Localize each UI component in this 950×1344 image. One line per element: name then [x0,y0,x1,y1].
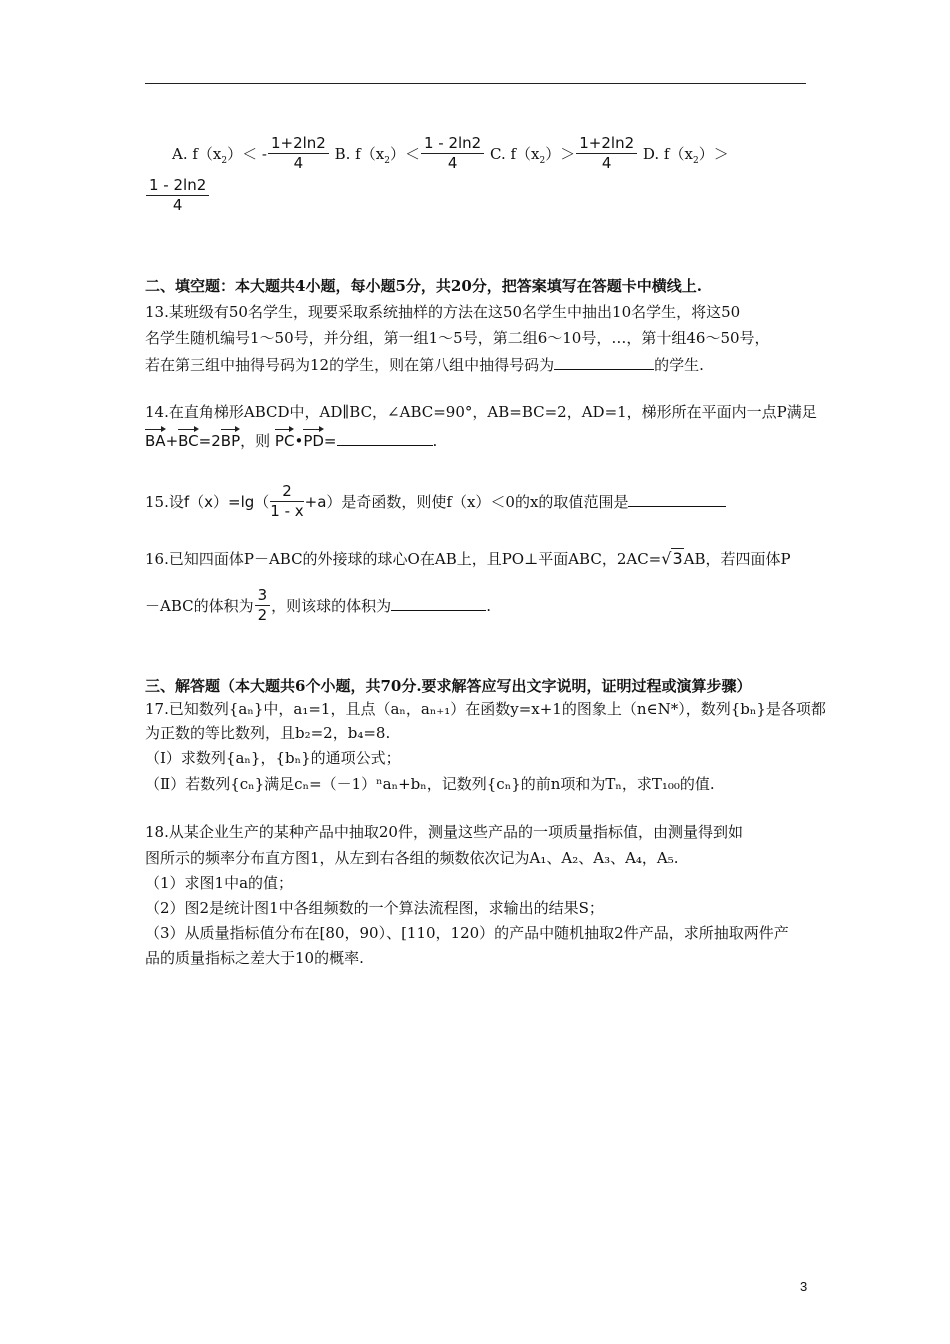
answer-blank[interactable] [554,354,654,370]
q17-line-3: （Ⅰ）求数列{aₙ}，{bₙ}的通项公式； [145,749,401,767]
q14-line-1: 14.在直角梯形ABCD中，AD∥BC，∠ABC=90°，AB=BC=2，AD=1，梯形所在平面内一点P满足 [145,403,817,421]
answer-blank[interactable] [628,491,726,507]
q13-line-3: 若在第三组中抽得号码为12的学生，则在第八组中抽得号码为 的学生. [145,356,704,374]
options-line-2 [145,178,210,216]
q14-line-2: BA+BC=2BP，则 PC•PD= . [145,432,438,450]
option-d: D. $f(x_2)>$ [642,145,729,166]
header-rule [145,83,806,84]
fraction: $\frac{1+2\ln 2}{4}$ [268,134,329,172]
vector-bp: BP [220,432,241,450]
q16-line-1: 16.已知四面体P－ABC的外接球的球心O在AB上，且PO⊥平面ABC，2AC=√3AB，若四面体P [145,549,791,568]
option-b: B. $f(x_2)<$ $\frac{1 - 2\ln 2}{4}$ [335,145,486,163]
option-a: A. $f(x_2)<$ - $\frac{1+2\ln 2}{4}$ [172,145,330,163]
q18-line-4: （2）图2是统计图1中各组频数的一个算法流程图，求输出的结果S； [145,899,604,917]
q18-line-6: 品的质量指标之差大于10的概率. [145,949,364,967]
option-c: C. $f(x_2)>$ $\frac{1+2\ln 2}{4}$ [490,145,638,163]
vector-pd: PD [303,432,324,450]
fraction: $\frac{3}{2}$ [255,586,271,624]
page-number: 3 [800,1279,808,1294]
q15-line: 15.设f（x）=lg（ $\frac{2}{1 - x}$ +a）是奇函数，则使f（x）＜0的x的取值范围是 [145,484,726,522]
vector-pc: PC [274,432,295,450]
vector-bc: BC [178,432,199,450]
q17-line-2: 为正数的等比数列，且b₂=2，b₄=8. [145,724,391,742]
q18-line-3: （1）求图1中a的值； [145,874,294,892]
sqrt-symbol: √3 [661,549,683,568]
answer-blank[interactable] [337,430,433,446]
fraction: $\frac{1 - 2\ln 2}{4}$ [421,134,484,172]
q18-line-1: 18.从某企业生产的某种产品中抽取20件，测量这些产品的一项质量指标值，由测量得到如 [145,823,743,841]
q13-line-1: 13.某班级有50名学生，现要采取系统抽样的方法在这50名学生中抽出10名学生，将这50 [145,303,741,321]
q17-line-4: （Ⅱ）若数列{cₙ}满足cₙ=（－1）ⁿaₙ+bₙ，记数列{cₙ}的前n项和为Tₙ，求T₁₀₀的值. [145,775,715,793]
answer-blank[interactable] [391,595,486,611]
q18-line-5: （3）从质量指标值分布在[80，90）、[110，120）的产品中随机抽取2件产品，求所抽取两件产 [145,924,789,942]
fraction: $\frac{2}{1 - x}$ [270,482,304,520]
q17-line-1: 17.已知数列{aₙ}中，a₁=1，且点（aₙ，aₙ₊₁）在函数y=x+1的图象上（n∈N*），数列{bₙ}是各项都 [145,700,826,718]
q16-line-2: －ABC的体积为 $\frac{3}{2}$ ，则该球的体积为 . [145,586,491,624]
q13-line-2: 名学生随机编号1～50号，并分组，第一组1～5号，第二组6～10号，…，第十组46～50号， [145,329,770,347]
section3-heading: 三、解答题（本大题共6个小题，共70分.要求解答应写出文字说明，证明过程或演算步骤） [145,677,752,695]
section2-heading: 二、填空题：本大题共4小题，每小题5分，共20分，把答案填写在答题卡中横线上. [145,277,702,295]
options-line-1 [172,136,729,174]
q18-line-2: 图所示的频率分布直方图1，从左到右各组的频数依次记为A₁、A₂、A₃、A₄，A₅. [145,849,679,867]
fraction: $\frac{1+2\ln 2}{4}$ [576,134,637,172]
option-d-fraction: $\frac{1 - 2\ln 2}{4}$ [146,176,209,214]
vector-ba: BA [145,432,166,450]
